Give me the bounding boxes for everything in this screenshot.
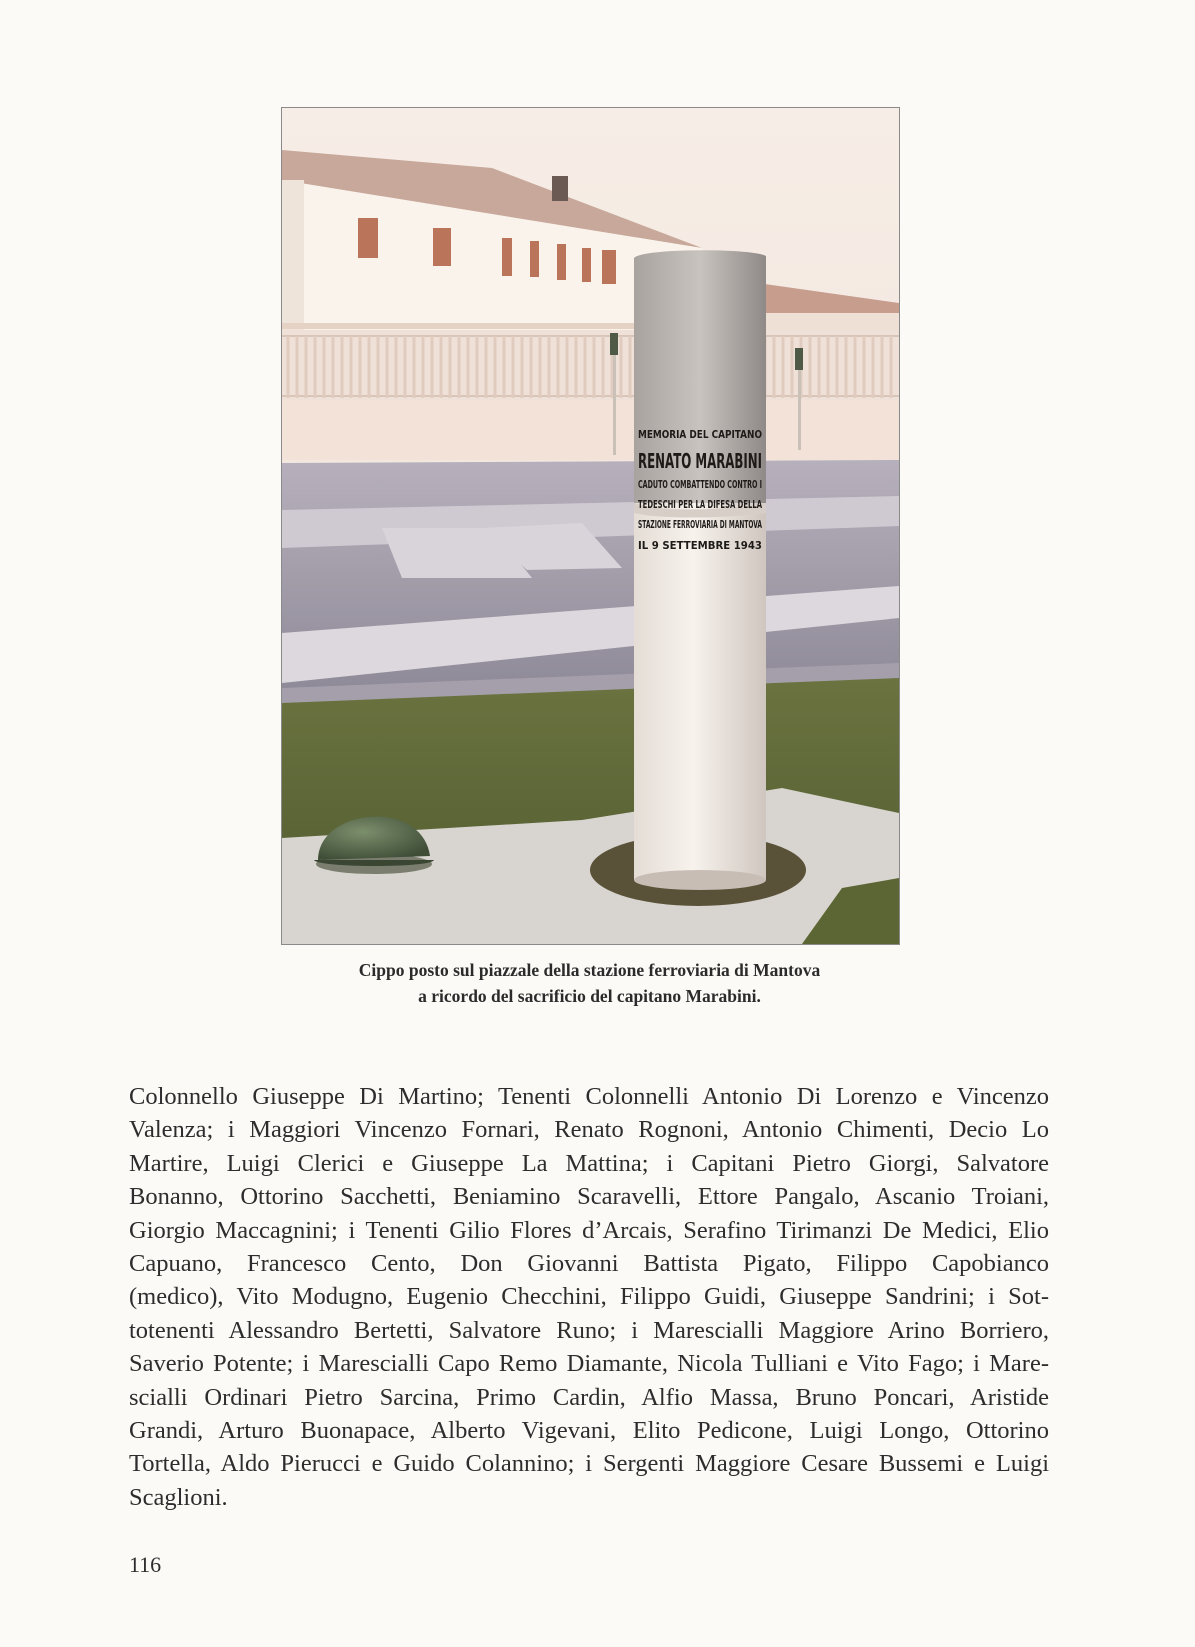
inscription-line: TEDESCHI PER LA DIFESA DELLA [638, 498, 763, 511]
text-line: (medico), Vito Modugno, Eugenio Checchini, Filippo Guidi, Giuseppe Sandrini; i Sot- [129, 1283, 1049, 1311]
text-line: Grandi, Arturo Buonapace, Alberto Vigevani, Elito Pedicone, Luigi Longo, Ottorino [129, 1417, 1049, 1445]
text-line: Martire, Luigi Clerici e Giuseppe La Mattina; i Capitani Pietro Giorgi, Salvatore [129, 1149, 1049, 1177]
text-line: Tortella, Aldo Pierucci e Guido Colannino; i Sergenti Maggiore Cesare Bussemi e Luigi [129, 1450, 1049, 1478]
text-line: Valenza; i Maggiori Vincenzo Fornari, Renato Rognoni, Antonio Chimenti, Decio Lo [129, 1116, 1049, 1144]
text-line: Colonnello Giuseppe Di Martino; Tenenti Colonnelli Antonio Di Lorenzo e Vincenzo [129, 1083, 1049, 1110]
caption-line-1: Cippo posto sul piazzale della stazione ferroviaria di Mantova [358, 960, 821, 980]
text-line: scialli Ordinari Pietro Sarcina, Primo Cardin, Alfio Massa, Bruno Poncari, Aristide [129, 1383, 1049, 1411]
text-line: Saverio Potente; i Marescialli Capo Remo Diamante, Nicola Tulliani e Vito Fago; i Mare- [129, 1350, 1049, 1378]
photo-caption [281, 957, 898, 1009]
text-line: Giorgio Maccagnini; i Tenenti Gilio Flores d’Arcais, Serafino Tirimanzi De Medici, Elio [129, 1216, 1049, 1244]
text-line: Scaglioni. [129, 1483, 228, 1511]
memorial-photo-illustration [282, 108, 899, 944]
text-line: Capuano, Francesco Cento, Don Giovanni Battista Pigato, Filippo Capobianco [129, 1250, 1049, 1278]
inscription-line: STAZIONE FERROVIARIA DI MANTOVA [638, 518, 763, 531]
inscription-line: RENATO MARABINI [638, 449, 762, 473]
memorial-photo [281, 107, 900, 945]
text-line: Bonanno, Ottorino Sacchetti, Beniamino Scaravelli, Ettore Pangalo, Ascanio Troiani, [129, 1183, 1049, 1211]
inscription-line: MEMORIA DEL CAPITANO [638, 428, 762, 441]
text-line: totenenti Alessandro Bertetti, Salvatore Runo; i Marescialli Maggiore Arino Borriero, [129, 1316, 1049, 1344]
inscription-line: IL 9 SETTEMBRE 1943 [638, 539, 762, 552]
inscription-line: CADUTO COMBATTENDO CONTRO I [638, 478, 762, 491]
page-number: 116 [129, 1552, 162, 1577]
body-paragraph [129, 1080, 1049, 1514]
caption-line-2: a ricordo del sacrificio del capitano Marabini. [418, 986, 761, 1006]
